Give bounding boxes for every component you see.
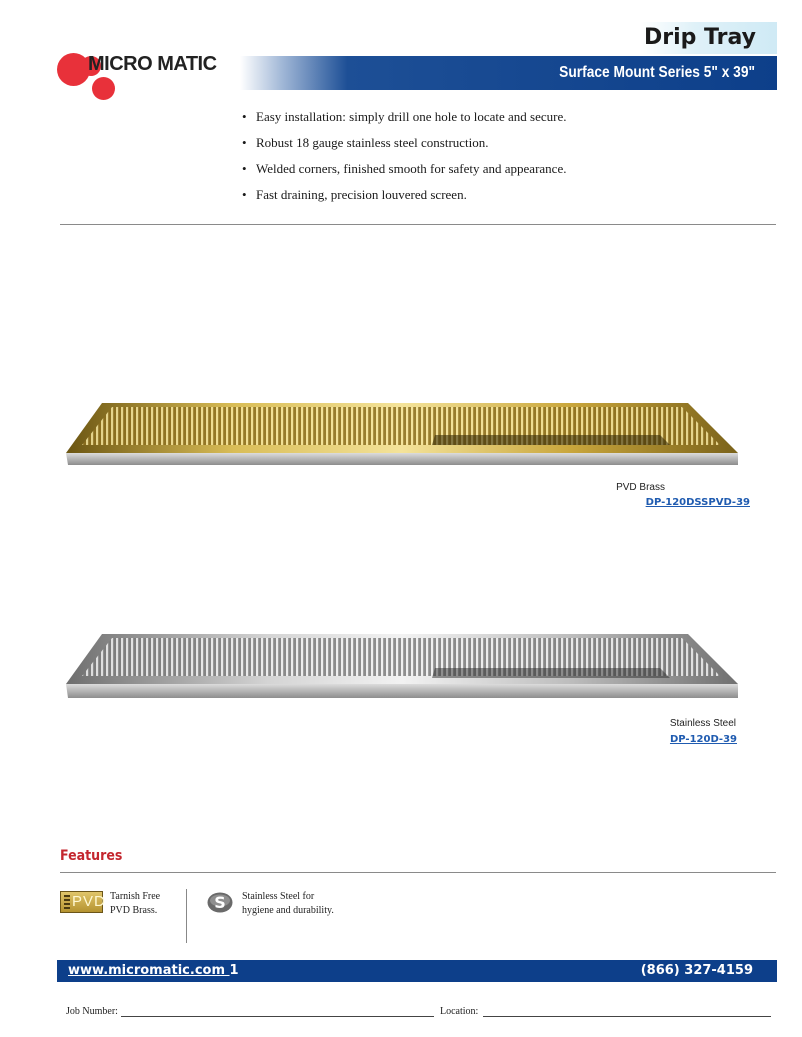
bullet-item: • Welded corners, finished smooth for safety and appearance.	[242, 156, 742, 182]
micro-matic-logo	[57, 50, 242, 104]
stainless-s-icon	[207, 892, 233, 913]
section-divider	[60, 224, 776, 225]
product-label-stainless: Stainless Steel	[669, 718, 736, 729]
feature-text-pvd	[110, 890, 160, 918]
feature-bullet-list	[242, 104, 742, 208]
footer-website	[68, 960, 239, 982]
feature-line: Tarnish Free	[110, 891, 161, 902]
feature-text-stainless	[242, 890, 334, 918]
feature-line: PVD Brass.	[110, 905, 158, 916]
feature-line: Stainless Steel for	[242, 891, 315, 902]
pvd-badge-icon	[60, 891, 106, 913]
location-field[interactable]	[483, 1016, 771, 1017]
pvd-badge-text: PVD	[72, 893, 106, 910]
logo-text: MICRO MATIC	[88, 53, 217, 75]
page-subtitle: Surface Mount Series 5" x 39"	[559, 64, 755, 81]
stainless-drip-tray-image	[60, 628, 740, 703]
job-number-field[interactable]	[121, 1016, 434, 1017]
product-code-brass-link[interactable]: DP-120DSSPVD-39	[645, 497, 750, 508]
product-label-brass: PVD Brass	[616, 482, 665, 493]
page-title: Drip Tray	[643, 25, 756, 50]
website-link[interactable]: www.micromatic.com	[68, 963, 230, 978]
bullet-item: • Fast draining, precision louvered screen.	[242, 182, 742, 208]
page-number: 1	[229, 963, 239, 978]
bullet-item: • Robust 18 gauge stainless steel construction.	[242, 130, 742, 156]
features-divider	[60, 872, 776, 873]
bullet-item: • Easy installation: simply drill one hole to locate and secure.	[242, 104, 742, 130]
footer-phone: (866) 327-4159	[640, 963, 753, 978]
product-code-stainless-link[interactable]: DP-120D-39	[669, 734, 737, 745]
location-label: Location:	[440, 1006, 479, 1017]
svg-text:S: S	[214, 893, 226, 912]
feature-divider	[186, 889, 187, 943]
logo-dot-bottom	[92, 77, 115, 100]
brass-drip-tray-image	[60, 395, 740, 470]
features-heading: Features	[60, 848, 123, 864]
job-number-label: Job Number:	[66, 1006, 118, 1017]
feature-line: hygiene and durability.	[242, 905, 334, 916]
